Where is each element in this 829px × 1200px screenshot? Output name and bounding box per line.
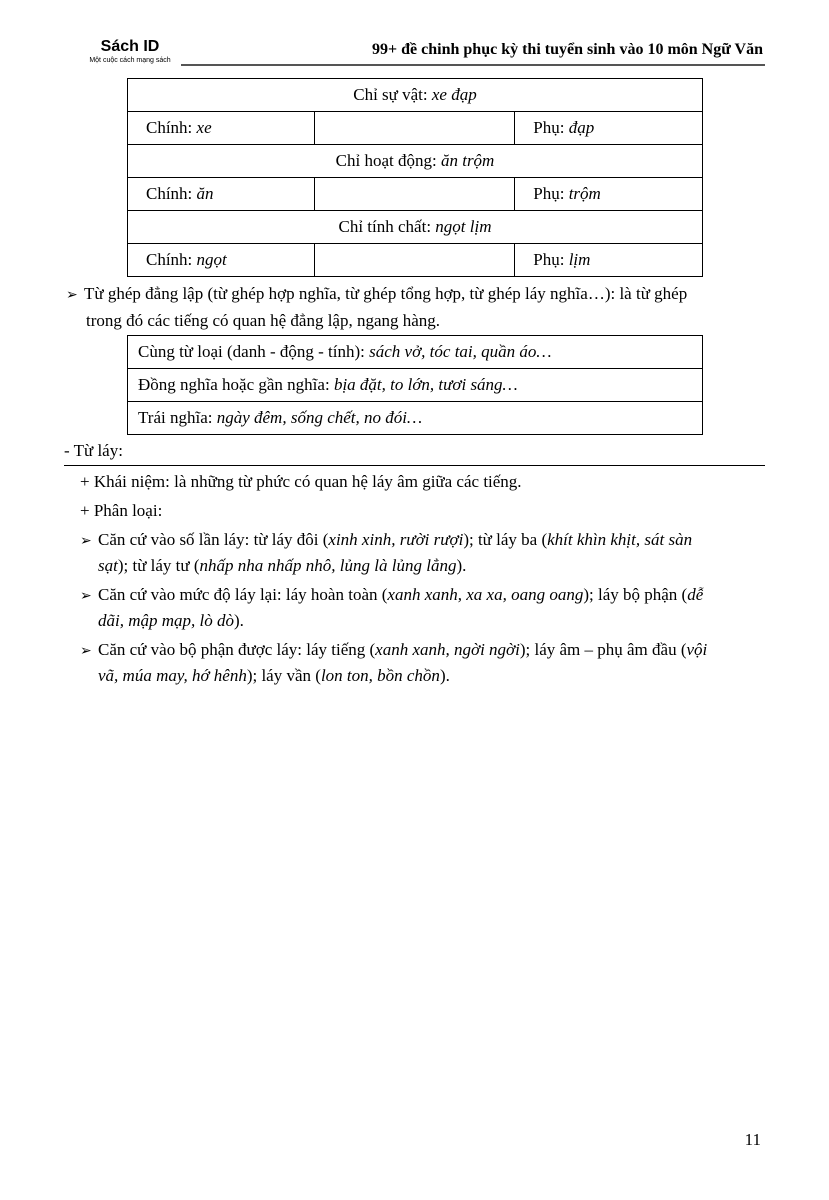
bullet-part-line1: ➢ Căn cứ vào bộ phận được láy: láy tiếng (xanh xanh, ngời ngời); láy âm – phụ âm đầu (vội [80,640,708,659]
table-row [128,79,703,112]
empty-cell [314,244,514,277]
empty-cell [314,178,514,211]
header-title: 99+ đề chinh phục kỳ thi tuyển sinh vào 10 môn Ngữ Văn [372,41,763,58]
table-row [128,112,703,145]
table-row [128,145,703,178]
coordinate-compound-line2: trong đó các tiếng có quan hệ đẳng lập, ngang hàng. [86,311,441,330]
table-row [128,402,703,435]
brand-logo [80,38,180,65]
section-title: Chỉ tính chất: ngọt lịm [128,211,703,244]
page-number: 11 [744,1130,761,1149]
classification-line: + Phân loại: [80,501,163,520]
bullet-degree-line1: ➢ Căn cứ vào mức độ láy lại: láy hoàn toàn (xanh xanh, xa xa, oang oang); láy bộ phận (dễ [80,585,704,604]
main-cell: Chính: ăn [128,178,315,211]
bullet-degree-line2: dãi, mập mạp, lò dò). [98,611,244,630]
section-title: Chỉ sự vật: xe đạp [128,79,703,112]
table-row [128,336,703,369]
section-divider [64,465,765,466]
arrow-bullet-icon: ➢ [66,287,78,303]
table-row [128,244,703,277]
empty-cell [314,112,514,145]
table-cell: Cùng từ loại (danh - động - tính): sách vở, tóc tai, quần áo… [128,336,703,369]
bullet-part-line2: vã, múa may, hớ hênh); láy vần (lon ton, bồn chồn). [98,666,450,685]
bullet-repetition-line2: sạt); từ láy tư (nhấp nha nhấp nhô, lủng là lủng lẳng). [98,556,467,575]
main-cell: Chính: xe [128,112,315,145]
arrow-bullet-icon: ➢ [80,588,92,604]
section-title: Chỉ hoạt động: ăn trộm [128,145,703,178]
sub-cell: Phụ: trộm [515,178,703,211]
header-divider [181,64,765,66]
bullet-repetition-line1: ➢ Căn cứ vào số lần láy: từ láy đôi (xinh xinh, rười rượi); từ láy ba (khít khìn khịt, sát sàn [80,530,693,549]
concept-line: + Khái niệm: là những từ phức có quan hệ láy âm giữa các tiếng. [80,472,522,491]
brand-tagline: Một cuộc cách mạng sách [89,57,171,64]
arrow-bullet-icon: ➢ [80,533,92,549]
table-row [128,178,703,211]
sub-cell: Phụ: lịm [515,244,703,277]
coordinate-compound-table [127,335,703,435]
reduplicative-heading: - Từ láy: [64,441,123,460]
coordinate-compound-line1: ➢ Từ ghép đẳng lập (từ ghép hợp nghĩa, từ ghép tổng hợp, từ ghép láy nghĩa…): là từ ghép [66,284,688,303]
table-row [128,369,703,402]
main-cell: Chính: ngọt [128,244,315,277]
table-cell: Đồng nghĩa hoặc gần nghĩa: bịa đặt, to lớn, tươi sáng… [128,369,703,402]
sub-cell: Phụ: đạp [515,112,703,145]
brand-name: Sách ID [100,38,160,55]
table-cell: Trái nghĩa: ngày đêm, sống chết, no đói… [128,402,703,435]
subordinate-compound-table [127,78,703,277]
table-row [128,211,703,244]
arrow-bullet-icon: ➢ [80,643,92,659]
